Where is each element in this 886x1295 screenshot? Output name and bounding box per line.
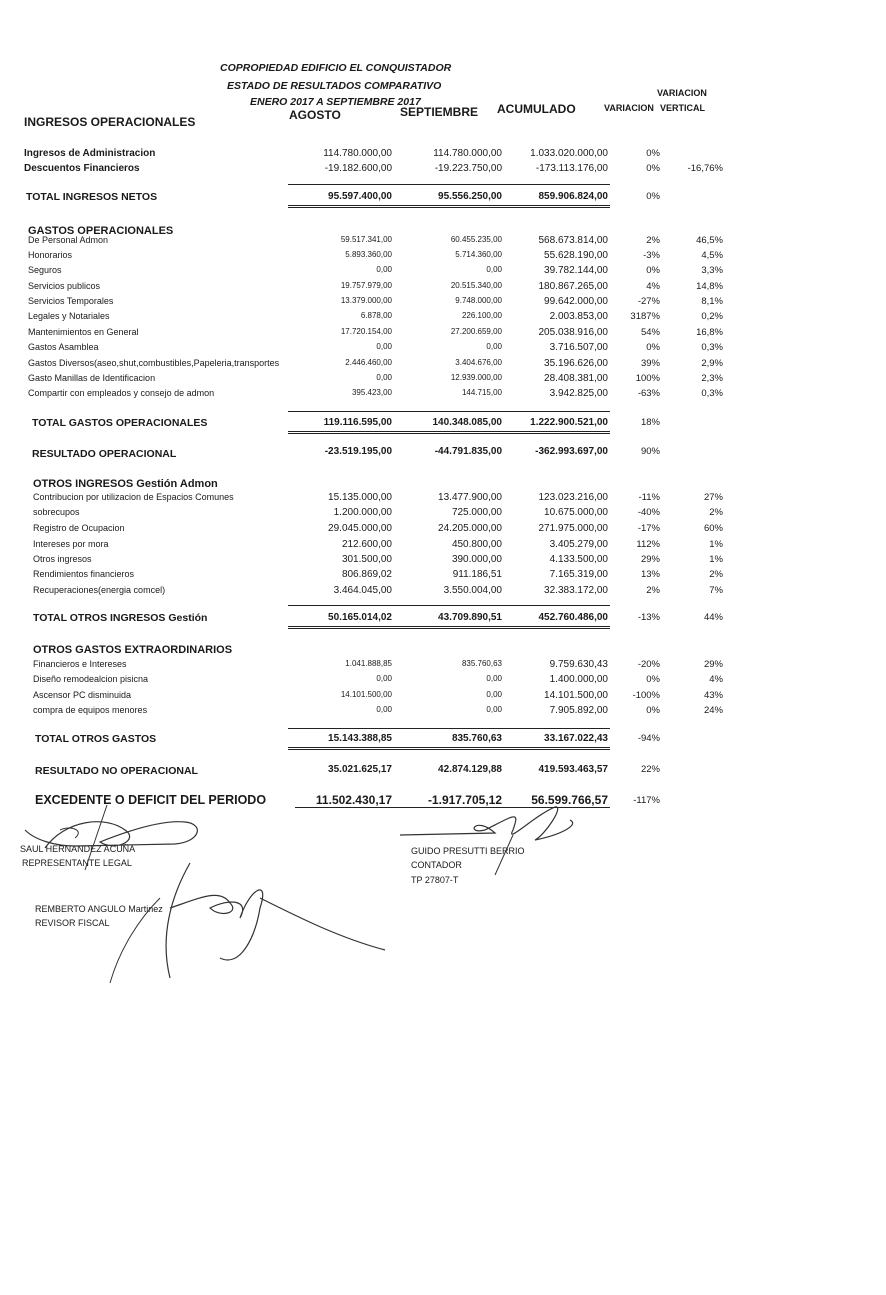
cell-variacion: 0% — [646, 265, 660, 276]
cell-variacion: 54% — [640, 327, 660, 338]
cell-vertical: 2% — [709, 507, 723, 518]
contador-role: CONTADOR — [411, 860, 462, 870]
cell-vertical: 2,9% — [701, 358, 723, 369]
cell-acumulado: 123.023.216,00 — [538, 492, 608, 503]
contador-tp: TP 27807-T — [411, 875, 459, 885]
col-variacion: VARIACION — [604, 103, 654, 113]
cell-variacion: -40% — [637, 507, 660, 518]
row-label: compra de equipos menores — [33, 705, 148, 715]
cell-vertical: 1% — [709, 554, 723, 565]
cell-septiembre: 140.348.085,00 — [432, 417, 502, 428]
row-label: Ascensor PC disminuida — [33, 690, 132, 700]
row-label: Servicios publicos — [28, 281, 101, 291]
total-double-rule — [288, 431, 610, 434]
rep-name: SAUL HERNANDEZ ACUÑA — [20, 844, 136, 854]
cell-variacion: 0% — [646, 191, 660, 202]
cell-agosto: 212.600,00 — [341, 539, 392, 550]
cell-vertical: 46,5% — [696, 235, 723, 246]
cell-septiembre: -44.791.835,00 — [434, 446, 502, 457]
cell-septiembre: 911.186,51 — [452, 569, 502, 580]
cell-agosto: 59.517.341,00 — [340, 235, 392, 244]
cell-agosto: 2.446.460,00 — [345, 358, 392, 367]
cell-acumulado: 452.760.486,00 — [538, 612, 608, 623]
cell-variacion: -100% — [632, 690, 660, 701]
cell-acumulado: 3.405.279,00 — [549, 539, 608, 550]
cell-agosto: 13.379.000,00 — [340, 296, 392, 305]
cell-acumulado: 2.003.853,00 — [549, 311, 608, 322]
cell-vertical: 43% — [703, 690, 723, 701]
cell-septiembre: 725.000,00 — [451, 507, 502, 518]
cell-acumulado: 9.759.630,43 — [549, 659, 608, 670]
cell-vertical: 60% — [703, 523, 723, 534]
cell-septiembre: 60.455.235,00 — [450, 235, 502, 244]
row-label: Rendimientos financieros — [33, 569, 135, 579]
total-rule — [288, 411, 610, 412]
cell-septiembre: 0,00 — [486, 705, 502, 714]
company-name: COPROPIEDAD EDIFICIO EL CONQUISTADOR — [220, 62, 452, 74]
cell-acumulado: 7.905.892,00 — [549, 705, 608, 716]
cell-agosto: -23.519.195,00 — [324, 446, 392, 457]
cell-agosto: 50.165.014,02 — [328, 612, 392, 623]
cell-septiembre: 226.100,00 — [461, 311, 502, 320]
cell-variacion: 39% — [640, 358, 660, 369]
cell-septiembre: 390.000,00 — [451, 554, 502, 565]
signature-contador-scribble — [395, 805, 615, 875]
rep-role: REPRESENTANTE LEGAL — [22, 858, 132, 868]
cell-acumulado: 14.101.500,00 — [544, 690, 608, 701]
col-vertical-bottom: VERTICAL — [660, 103, 705, 113]
row-label: Ingresos de Administracion — [24, 148, 156, 159]
row-label: Intereses por mora — [33, 539, 109, 549]
cell-variacion: 0% — [646, 163, 660, 174]
cell-septiembre: -19.223.750,00 — [434, 163, 502, 174]
cell-variacion: 13% — [640, 569, 660, 580]
cell-septiembre: 95.556.250,00 — [438, 191, 502, 202]
cell-variacion: 3187% — [630, 311, 660, 322]
report-title: ESTADO DE RESULTADOS COMPARATIVO — [227, 80, 442, 92]
cell-acumulado: 55.628.190,00 — [544, 250, 608, 261]
cell-acumulado: -362.993.697,00 — [535, 446, 608, 457]
cell-vertical: 1% — [709, 539, 723, 550]
cell-variacion: 0% — [646, 705, 660, 716]
cell-agosto: 6.878,00 — [360, 311, 392, 320]
cell-vertical: -16,76% — [687, 163, 723, 174]
cell-agosto: 0,00 — [376, 705, 392, 714]
cell-variacion: 100% — [635, 373, 660, 384]
cell-vertical: 7% — [709, 585, 723, 596]
total-rule — [288, 605, 610, 606]
cell-septiembre: 42.874.129,88 — [438, 764, 502, 775]
cell-variacion: -3% — [643, 250, 660, 261]
section-otros-ingresos: OTROS INGRESOS Gestión Admon — [33, 478, 218, 490]
cell-variacion: 4% — [646, 281, 660, 292]
cell-acumulado: 35.196.626,00 — [544, 358, 608, 369]
cell-acumulado: 271.975.000,00 — [538, 523, 608, 534]
section-gastos: GASTOS OPERACIONALES — [28, 225, 174, 237]
cell-agosto: 301.500,00 — [341, 554, 392, 565]
resultado-no-operacional-label: RESULTADO NO OPERACIONAL — [35, 765, 198, 777]
row-label: Diseño remodealcion pisicna — [33, 674, 149, 684]
cell-agosto: 3.464.045,00 — [333, 585, 392, 596]
cell-vertical: 0,2% — [701, 311, 723, 322]
row-label: Honorarios — [28, 250, 73, 260]
cell-vertical: 24% — [703, 705, 723, 716]
cell-variacion: 0% — [646, 342, 660, 353]
cell-septiembre: 835.760,63 — [451, 733, 502, 744]
total-double-rule — [288, 626, 610, 629]
cell-vertical: 2% — [709, 569, 723, 580]
total-double-rule — [288, 205, 610, 208]
cell-vertical: 3,3% — [701, 265, 723, 276]
col-vertical-top: VARIACION — [657, 88, 707, 98]
cell-septiembre: 43.709.890,51 — [438, 612, 502, 623]
cell-agosto: 0,00 — [376, 342, 392, 351]
row-label: Registro de Ocupacion — [33, 523, 125, 533]
total-label: TOTAL GASTOS OPERACIONALES — [32, 417, 208, 429]
revisor-role: REVISOR FISCAL — [35, 918, 110, 928]
cell-septiembre: 0,00 — [486, 674, 502, 683]
cell-agosto: 5.893.360,00 — [345, 250, 392, 259]
cell-septiembre: 0,00 — [486, 265, 502, 274]
cell-vertical: 4,5% — [701, 250, 723, 261]
cell-agosto: 0,00 — [376, 265, 392, 274]
total-rule — [288, 184, 610, 185]
cell-vertical: 0,3% — [701, 342, 723, 353]
cell-acumulado: 39.782.144,00 — [544, 265, 608, 276]
cell-agosto: 806.869,02 — [341, 569, 392, 580]
cell-agosto: 29.045.000,00 — [328, 523, 392, 534]
cell-septiembre: 0,00 — [486, 690, 502, 699]
cell-variacion: 2% — [646, 585, 660, 596]
cell-acumulado: 1.222.900.521,00 — [530, 417, 608, 428]
row-label: Gastos Asamblea — [28, 342, 99, 352]
cell-variacion: -13% — [637, 612, 660, 623]
cell-variacion: -27% — [637, 296, 660, 307]
cell-septiembre: 450.800,00 — [451, 539, 502, 550]
cell-agosto: 19.757.979,00 — [340, 281, 392, 290]
contador-name: GUIDO PRESUTTI BERRIO — [411, 846, 525, 856]
cell-agosto: 1.200.000,00 — [333, 507, 392, 518]
excedente-rule — [295, 807, 610, 808]
cell-vertical: 14,8% — [696, 281, 723, 292]
cell-agosto: 35.021.625,17 — [328, 764, 392, 775]
cell-septiembre: 3.404.676,00 — [455, 358, 502, 367]
cell-variacion: 29% — [640, 554, 660, 565]
cell-acumulado: 28.408.381,00 — [544, 373, 608, 384]
section-ingresos: INGRESOS OPERACIONALES — [24, 115, 196, 129]
cell-agosto: 1.041.888,85 — [345, 659, 392, 668]
cell-agosto: 0,00 — [376, 373, 392, 382]
row-label: Servicios Temporales — [28, 296, 114, 306]
cell-variacion: 18% — [640, 417, 660, 428]
cell-variacion: 2% — [646, 235, 660, 246]
col-septiembre: SEPTIEMBRE — [400, 105, 479, 119]
cell-acumulado: 3.716.507,00 — [549, 342, 608, 353]
excedente-agosto: 11.502.430,17 — [315, 793, 392, 807]
cell-vertical: 27% — [703, 492, 723, 503]
cell-septiembre: 27.200.659,00 — [450, 327, 502, 336]
cell-septiembre: 20.515.340,00 — [450, 281, 502, 290]
row-label: sobrecupos — [33, 507, 80, 517]
excedente-variacion: -117% — [633, 795, 660, 806]
cell-septiembre: 114.780.000,00 — [433, 148, 502, 159]
cell-vertical: 4% — [709, 674, 723, 685]
row-label: Legales y Notariales — [28, 311, 110, 321]
resultado-operacional-label: RESULTADO OPERACIONAL — [32, 448, 177, 460]
cell-variacion: -94% — [637, 733, 660, 744]
cell-variacion: 112% — [636, 539, 660, 550]
cell-variacion: -11% — [638, 492, 660, 503]
cell-acumulado: 419.593.463,57 — [538, 764, 608, 775]
cell-variacion: 90% — [640, 446, 660, 457]
cell-acumulado: 4.133.500,00 — [549, 554, 608, 565]
row-label: Recuperaciones(energia comcel) — [33, 585, 166, 595]
cell-agosto: 0,00 — [376, 674, 392, 683]
row-label: Financieros e Intereses — [33, 659, 127, 669]
cell-acumulado: 568.673.814,00 — [538, 235, 608, 246]
cell-acumulado: 99.642.000,00 — [544, 296, 608, 307]
revisor-name: REMBERTO ANGULO Martinez — [35, 904, 163, 914]
cell-vertical: 0,3% — [701, 388, 723, 399]
cell-acumulado: 7.165.319,00 — [549, 569, 608, 580]
cell-vertical: 16,8% — [696, 327, 723, 338]
cell-variacion: 22% — [640, 764, 660, 775]
signature-revisor-scribble — [100, 858, 360, 988]
cell-septiembre: 835.760,63 — [461, 659, 502, 668]
excedente-label: EXCEDENTE O DEFICIT DEL PERIODO — [35, 793, 267, 807]
cell-agosto: 15.143.388,85 — [328, 733, 392, 744]
row-label: Gasto Manillas de Identificacion — [28, 373, 156, 383]
cell-vertical: 29% — [703, 659, 723, 670]
excedente-acumulado: 56.599.766,57 — [531, 793, 608, 807]
cell-vertical: 8,1% — [701, 296, 723, 307]
row-label: Descuentos Financieros — [24, 163, 140, 174]
cell-septiembre: 24.205.000,00 — [438, 523, 502, 534]
total-label: TOTAL INGRESOS NETOS — [26, 191, 158, 203]
cell-agosto: 114.780.000,00 — [323, 148, 392, 159]
cell-septiembre: 9.748.000,00 — [455, 296, 502, 305]
row-label: Gastos Diversos(aseo,shut,combustibles,Papeleria,transportes — [28, 358, 280, 368]
cell-acumulado: 859.906.824,00 — [538, 191, 608, 202]
col-acumulado: ACUMULADO — [497, 102, 576, 116]
cell-acumulado: 1.033.020.000,00 — [530, 148, 608, 159]
total-label: TOTAL OTROS GASTOS — [35, 733, 157, 745]
cell-septiembre: 12.939.000,00 — [450, 373, 502, 382]
cell-acumulado: 1.400.000,00 — [549, 674, 608, 685]
cell-agosto: 95.597.400,00 — [328, 191, 392, 202]
cell-septiembre: 0,00 — [486, 342, 502, 351]
cell-septiembre: 13.477.900,00 — [438, 492, 502, 503]
cell-variacion: 0% — [646, 148, 660, 159]
cell-acumulado: 33.167.022,43 — [544, 733, 608, 744]
cell-acumulado: -173.113.176,00 — [535, 163, 608, 174]
section-otros-gastos: OTROS GASTOS EXTRAORDINARIOS — [33, 644, 233, 656]
cell-acumulado: 3.942.825,00 — [549, 388, 608, 399]
cell-acumulado: 205.038.916,00 — [538, 327, 608, 338]
row-label: Seguros — [28, 265, 62, 275]
col-agosto: AGOSTO — [289, 108, 341, 122]
row-label: Compartir con empleados y consejo de admon — [28, 388, 215, 398]
cell-agosto: 15.135.000,00 — [328, 492, 392, 503]
cell-agosto: 395.423,00 — [351, 388, 392, 397]
cell-agosto: 17.720.154,00 — [340, 327, 392, 336]
row-label: De Personal Admon — [28, 235, 109, 245]
cell-variacion: -20% — [637, 659, 660, 670]
cell-vertical: 44% — [703, 612, 723, 623]
cell-agosto: 14.101.500,00 — [340, 690, 392, 699]
cell-acumulado: 180.867.265,00 — [538, 281, 608, 292]
cell-agosto: 119.116.595,00 — [323, 417, 392, 428]
total-rule — [288, 728, 610, 729]
total-label: TOTAL OTROS INGRESOS Gestión — [33, 612, 208, 624]
cell-septiembre: 5.714.360,00 — [455, 250, 502, 259]
cell-vertical: 2,3% — [701, 373, 723, 384]
cell-variacion: -17% — [637, 523, 660, 534]
cell-septiembre: 3.550.004,00 — [443, 585, 502, 596]
row-label: Contribucion por utilizacion de Espacios Comunes — [33, 492, 234, 502]
cell-agosto: -19.182.600,00 — [324, 163, 392, 174]
row-label: Mantenimientos en General — [28, 327, 139, 337]
cell-variacion: 0% — [646, 674, 660, 685]
cell-acumulado: 32.383.172,00 — [544, 585, 608, 596]
excedente-septiembre: -1.917.705,12 — [427, 793, 502, 807]
report-period: ENERO 2017 A SEPTIEMBRE 2017 — [250, 96, 421, 108]
cell-acumulado: 10.675.000,00 — [544, 507, 608, 518]
total-double-rule — [288, 747, 610, 750]
cell-septiembre: 144.715,00 — [461, 388, 502, 397]
cell-variacion: -63% — [637, 388, 660, 399]
row-label: Otros ingresos — [33, 554, 92, 564]
